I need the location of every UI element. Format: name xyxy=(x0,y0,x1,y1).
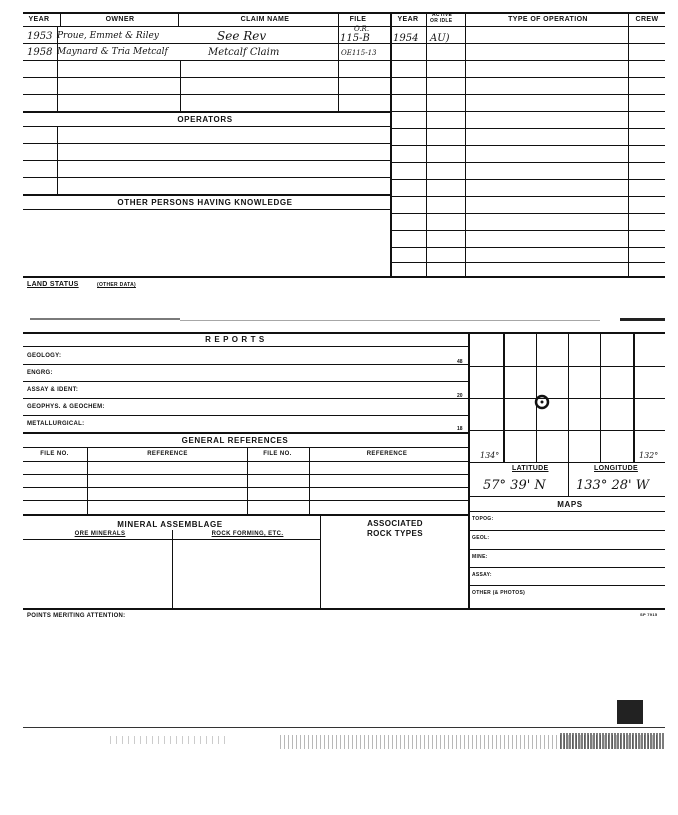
row2-file: OE115-13 xyxy=(341,49,377,57)
points-meriting-attention-label: POINTS MERITING ATTENTION: xyxy=(27,613,126,619)
location-marker-icon xyxy=(533,393,551,411)
operators-title: OPERATORS xyxy=(177,115,233,124)
other-photos-label: OTHER (& PHOTOS) xyxy=(472,590,526,596)
rock-types-label: ROCK TYPES xyxy=(366,529,423,538)
maps-title: MAPS xyxy=(557,500,583,509)
form-number: SP 7915 xyxy=(640,612,658,617)
reports-title: R E P O R T S xyxy=(205,335,265,344)
right-longitude-tick: 132° xyxy=(639,451,659,460)
header-year: YEAR xyxy=(28,16,50,23)
ore-minerals-label: ORE MINERALS xyxy=(74,531,126,537)
row2-owner: Maynard & Tria Metcalf xyxy=(57,47,168,57)
row1-file: 115-B xyxy=(340,33,370,44)
geology-label: GEOLOGY: xyxy=(27,353,62,359)
mineral-assemblage-title: MINERAL ASSEMBLAGE xyxy=(117,520,223,529)
row2-claim: Metcalf Claim xyxy=(208,47,280,58)
land-status-sub: (OTHER DATA) xyxy=(97,282,136,288)
metallurgical-num: 18 xyxy=(457,426,463,432)
longitude-value: 133° 28' W xyxy=(576,478,650,493)
activity-year: 1954 xyxy=(393,33,419,44)
ref-file-no-1: FILE NO. xyxy=(40,451,69,457)
geophys-label: GEOPHYS. & GEOCHEM: xyxy=(27,404,105,410)
latitude-value: 57° 39' N xyxy=(483,478,546,493)
header-crew: CREW xyxy=(635,16,659,23)
assay-ident-label: ASSAY & IDENT: xyxy=(27,387,79,393)
header-type-of-operation: TYPE OF OPERATION xyxy=(508,16,588,23)
assay-map-label: ASSAY: xyxy=(472,572,492,578)
ref-reference-2: REFERENCE xyxy=(366,451,408,457)
longitude-label: LONGITUDE xyxy=(594,465,638,472)
other-persons-title: OTHER PERSONS HAVING KNOWLEDGE xyxy=(117,198,293,207)
header-active: ACTIVE xyxy=(432,12,453,18)
header-claim-name: CLAIM NAME xyxy=(240,16,290,23)
header-year-2: YEAR xyxy=(397,16,419,23)
row1-file-top: O.R. xyxy=(354,25,370,33)
row1-claim: See Rev xyxy=(217,29,267,43)
geology-num: 48 xyxy=(457,359,463,365)
left-longitude-tick: 134° xyxy=(480,451,500,460)
mine-label: MINE: xyxy=(472,554,488,560)
ref-file-no-2: FILE NO. xyxy=(263,451,292,457)
engrg-label: ENGRG: xyxy=(27,370,53,376)
rock-forming-label: ROCK FORMING, ETC. xyxy=(211,531,284,537)
row2-year: 1958 xyxy=(27,47,53,58)
topog-label: TOPOG: xyxy=(472,516,494,522)
header-file: FILE xyxy=(349,16,367,23)
header-or-idle: OR IDLE xyxy=(430,18,453,24)
latitude-label: LATITUDE xyxy=(512,465,549,472)
land-status-label: LAND STATUS xyxy=(27,281,79,288)
activity-status: AU) xyxy=(430,33,450,44)
geol-label: GEOL: xyxy=(472,535,490,541)
ref-reference-1: REFERENCE xyxy=(147,451,188,457)
row1-owner: Proue, Emmet & Riley xyxy=(57,31,159,41)
general-references-title: GENERAL REFERENCES xyxy=(181,436,289,445)
row1-year: 1953 xyxy=(27,31,53,42)
metallurgical-label: METALLURGICAL: xyxy=(27,421,85,427)
header-owner: OWNER xyxy=(105,16,135,23)
associated-label: ASSOCIATED xyxy=(367,519,423,528)
assay-num: 20 xyxy=(457,393,463,399)
